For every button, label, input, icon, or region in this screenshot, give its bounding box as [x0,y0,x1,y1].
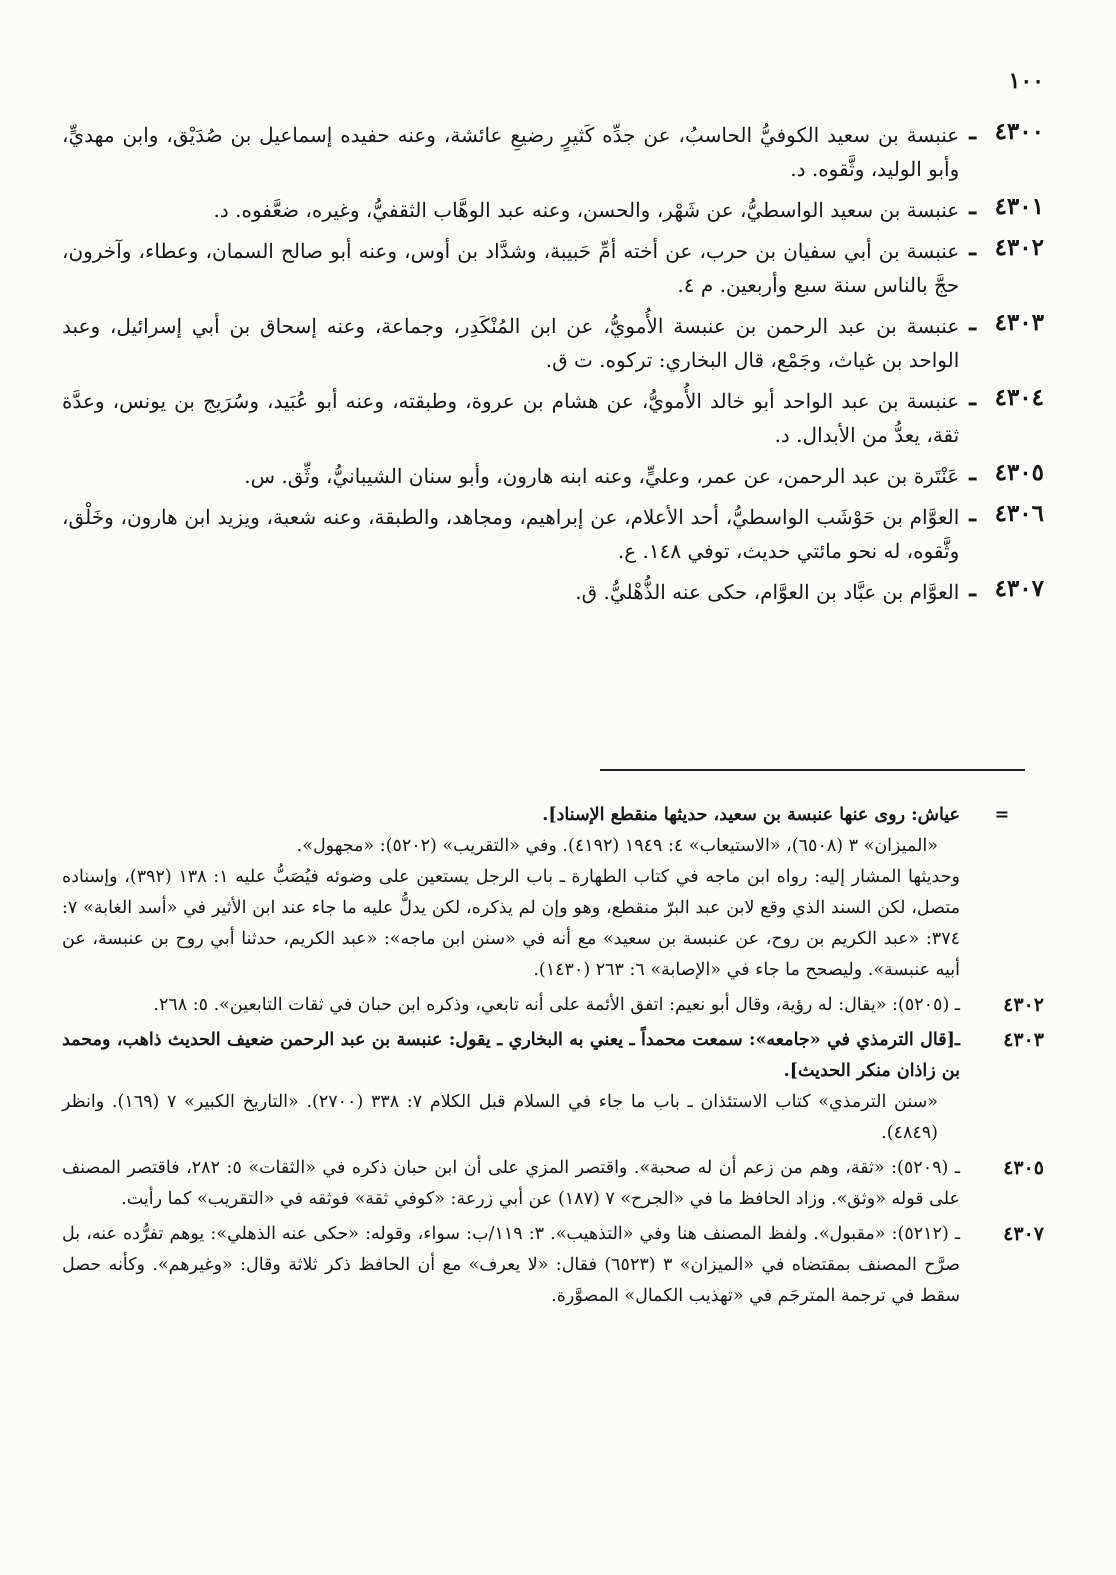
footnote-continuation [62,800,1044,986]
footnote-number: ٤٣٠٥ [1003,1157,1044,1179]
footnote-line: «الميزان» ٣ (٦٥٠٨)، «الاستيعاب» ٤: ١٩٤٩ (٤١٩٢). وفي «التقريب» (٥٢٠٢): «مجهول». [296,836,938,856]
footnote-text: ـ (٥٢٠٥): «يقال: له رؤية، وقال أبو نعيم: اتفق الأئمة على أنه تابعي، وذكره ابن حبان في ثقات التابعين». ٥: ٢٦٨. [153,995,960,1015]
entry-number: ٤٣٠١ [994,193,1044,220]
entry-text: عنبسة بن سعيد الكوفيُّ الحاسبُ، عن جدِّه كَثيرٍ رضيعِ عائشة، وعنه حفيده إسماعيل بن صُدَيْق، وابن مهديٍّ، وأبو الوليد، وثَّقوه. د. [62,123,960,181]
entry-dash: ـ [969,384,976,411]
footnote-number: ٤٣٠٧ [1003,1223,1044,1245]
footnote-4307 [62,1219,1044,1312]
footnote-line: عياش: روى عنها عنبسة بن سعيد، حديثها منقطع الإسناد]. [542,805,960,825]
footnote-4303 [62,1025,1044,1149]
footnote-line: وحديثها المشار إليه: رواه ابن ماجه في كتاب الطهارة ـ باب الرجل يستعين على وضوئه فيُصَبُّ عليه ١: ١٣٨ (٣٩٢)، وإسناده متصل، لكن السند الذي وقع لابن عبد البرّ منقطع، وهو وإن لم يذكره، لكن يدلُّ عليه ما جاء عند ابن الأثير في «أسد الغابة» ٧: ٣٧٤: «عبد الكريم بن روح، عن عنبسة بن سعيد» مع أنه في «سنن ابن ماجه»: «عبد الكريم، حدثنا أبي روح بن عنبسة، عن أبيه عنبسة». وليصحح ما جاء في «الإصابة» ٦: ٢٦٣ (١٤٣٠). [62,867,961,980]
footnote-text: ـ (٥٢١٢): «مقبول». ولفظ المصنف هنا وفي «التذهيب». ٣: ١١٩/ب: سواء، وقوله: «حكى عنه الذهلي»: يوهم تفرُّده عنه، بل صرَّح المصنف بمقتضاه في «الميزان» ٣ (٦٥٢٣) فقال: «لا يعرف» مع أن الحافظ ذكر ثلاثة وقال: «وغيرهم». وكأنه حصل سقط في ترجمة المترجَم في «تهذيب الكمال» المصوَّرة. [62,1224,961,1306]
entry-dash: ـ [969,575,976,602]
footnote-number: ٤٣٠٣ [1003,1029,1044,1051]
entry-text: عنبسة بن سعيد الواسطيُّ، عن شَهْر، والحسن، وعنه عبد الوهَّاب الثقفيُّ، وغيره، ضعَّفوه. د. [213,198,960,222]
entry-dash: ـ [969,118,976,145]
footnote-text: «سنن الترمذي» كتاب الاستئذان ـ باب ما جاء في السلام قبل الكلام ٧: ٣٣٨ (٢٧٠٠). «التاريخ الكبير» ٧ (١٦٩). وانظر (٤٨٤٩). [62,1092,939,1143]
continuation-mark: = [994,805,1010,825]
entry-4302 [62,234,1044,302]
entry-4305 [62,459,1044,493]
footnote-divider [600,769,1025,771]
entry-4300 [62,118,1044,186]
entry-dash: ـ [969,309,976,336]
entry-text: عنبسة بن عبد الواحد أبو خالد الأُمويُّ، عن هشام بن عروة، وطبقته، وعنه أبو عُبَيد، وسُرَيج بن يونس، وعدَّة ثقة، يعدُّ من الأبدال. د. [62,389,960,447]
entry-4303 [62,309,1044,377]
entry-text: عَنْتَرة بن عبد الرحمن، عن عمر، وعليٍّ، وعنه ابنه هارون، وأبو سنان الشيبانيُّ، وثِّق. س. [244,464,960,488]
entry-dash: ـ [969,234,976,261]
entry-number: ٤٣٠٤ [994,384,1044,411]
entry-number: ٤٣٠٦ [994,500,1044,527]
entry-text: العوَّام بن عبَّاد بن العوَّام، حكى عنه الذُّهْليُّ. ق. [575,580,960,604]
entry-text: عنبسة بن عبد الرحمن بن عنبسة الأُمويُّ، عن ابن المُنْكَدِر، وجماعة، وعنه إسحاق بن أبي إسرائيل، وعبد الواحد بن غياث، وجَمْع، قال البخاري: تركوه. ت ق. [62,314,960,372]
entry-number: ٤٣٠٧ [994,575,1044,602]
entry-4301 [62,193,1044,227]
page-number: ١٠٠ [1008,68,1044,94]
entry-dash: ـ [969,500,976,527]
footnote-number: ٤٣٠٢ [1003,994,1044,1016]
main-text [62,118,1044,616]
entry-dash: ـ [969,193,976,220]
entry-4307 [62,575,1044,609]
entry-number: ٤٣٠٢ [994,234,1044,261]
entry-number: ٤٣٠٣ [994,309,1044,336]
entry-4304 [62,384,1044,452]
entry-number: ٤٣٠٠ [994,118,1044,145]
footnote-4302 [62,990,1044,1021]
entry-text: العوَّام بن حَوْشَب الواسطيُّ، أحد الأعلام، عن إبراهيم، ومجاهد، والطبقة، وعنه شعبة، ويزيد ابن هارون، وخَلْق، وثَّقوه، له نحو مائتي حديث، توفي ١٤٨. ع. [62,505,960,563]
entry-4306 [62,500,1044,568]
footnote-4305 [62,1153,1044,1215]
entry-text: عنبسة بن أبي سفيان بن حرب، عن أخته أمِّ حَبيبة، وشدَّاد بن أوس، وعنه أبو صالح السمان، وعطاء، وآخرون، حجَّ بالناس سنة سبع وأربعين. م ٤. [62,239,960,297]
entry-number: ٤٣٠٥ [994,459,1044,486]
footnotes [62,800,1044,1316]
footnote-quote: ـ[قال الترمذي في «جامعه»: سمعت محمداً ـ يعني به البخاري ـ يقول: عنبسة بن عبد الرحمن ضعيف الحديث ذاهب، ومحمد بن زاذان منكر الحديث]. [62,1030,960,1081]
entry-dash: ـ [969,459,976,486]
footnote-text: ـ (٥٢٠٩): «ثقة، وهم من زعم أن له صحبة». واقتصر المزي على أن ابن حبان ذكره في «الثقات» ٥: ٢٨٢، فاقتصر المصنف على قوله «وثق». وزاد الحافظ ما في «الجرح» ٧ (١٨٧) عن أبي زرعة: «كوفي ثقة» فوثقه في «التقريب» كما رأيت. [62,1158,960,1209]
